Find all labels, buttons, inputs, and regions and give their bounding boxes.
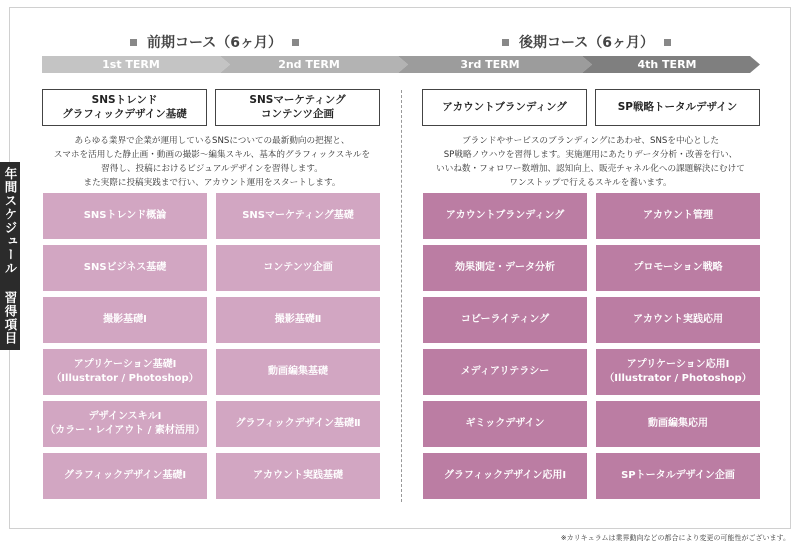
- square-icon: [292, 39, 299, 46]
- square-icon: [664, 39, 671, 46]
- subject-cell: アカウント管理: [596, 193, 760, 239]
- subject-cell: SNSトレンド概論: [43, 193, 207, 239]
- term-3: 3rd TERM: [460, 58, 520, 71]
- subject-cell: SNSマーケティング基礎: [216, 193, 380, 239]
- subject-cell: アカウント実践基礎: [216, 453, 380, 499]
- subject-cell: SNSビジネス基礎: [43, 245, 207, 291]
- period-second: [502, 32, 671, 52]
- footnote: ※カリキュラムは業界動向などの都合により変更の可能性がございます。: [560, 534, 790, 542]
- course-box-4: SP戦略トータルデザイン: [595, 89, 760, 126]
- subject-cell: メディアリテラシー: [423, 349, 587, 395]
- subject-cell: グラフィックデザイン基礎Ⅱ: [216, 401, 380, 447]
- subject-cell: アカウント実践応用: [596, 297, 760, 343]
- period-divider: [401, 90, 402, 502]
- description-second: ブランドやサービスのブランディングにあわせ、SNSを中心とした SP戦略ノウハウを習得します。実施運用にあたりデータ分析・改善を行い、 いいね数・フォロワー数増加、認知向上、販売チャネル化への課題解決にむけて ワンストップで行えるスキルを養います。: [436, 136, 745, 188]
- term-2: 2nd TERM: [278, 58, 340, 71]
- square-icon: [502, 39, 509, 46]
- subject-cell: 動画編集基礎: [216, 349, 380, 395]
- subject-cell: 効果測定・データ分析: [423, 245, 587, 291]
- subject-cell: アプリケーション基礎Ⅰ （Illustrator / Photoshop）: [43, 349, 207, 395]
- subject-cell: コピーライティング: [423, 297, 587, 343]
- subject-cell: 撮影基礎Ⅰ: [43, 297, 207, 343]
- subject-cell: アプリケーション応用Ⅰ （Illustrator / Photoshop）: [596, 349, 760, 395]
- course-box-1: SNSトレンド グラフィックデザイン基礎: [42, 89, 207, 126]
- subject-cell: ギミックデザイン: [423, 401, 587, 447]
- subject-cell: プロモーション戦略: [596, 245, 760, 291]
- side-label: 年間スケジュール 習得項目: [0, 162, 20, 350]
- course-box-2: SNSマーケティング コンテンツ企画: [215, 89, 380, 126]
- course-box-3: アカウントブランディング: [422, 89, 587, 126]
- term-1: 1st TERM: [102, 58, 160, 71]
- period-first: [130, 32, 299, 52]
- subject-cell: デザインスキルⅠ （カラー・レイアウト / 素材活用）: [43, 401, 207, 447]
- subject-cell: SPトータルデザイン企画: [596, 453, 760, 499]
- period-second-label: 後期コース（6ヶ月）: [519, 35, 655, 51]
- subject-cell: グラフィックデザイン応用Ⅰ: [423, 453, 587, 499]
- subject-cell: アカウントブランディング: [423, 193, 587, 239]
- term-4: 4th TERM: [637, 58, 697, 71]
- subject-cell: 動画編集応用: [596, 401, 760, 447]
- subject-cell: グラフィックデザイン基礎Ⅰ: [43, 453, 207, 499]
- square-icon: [130, 39, 137, 46]
- subject-cell: コンテンツ企画: [216, 245, 380, 291]
- subject-cell: 撮影基礎Ⅱ: [216, 297, 380, 343]
- period-first-label: 前期コース（6ヶ月）: [147, 35, 283, 51]
- description-first: あらゆる業界で企業が運用しているSNSについての最新動向の把握と、 スマホを活用した静止画・動画の撮影〜編集スキル、基本的グラフィックスキルを 習得し、投稿におけるビジュアルデザインを習得します。 また実際に投稿実践まで行い、アカウント運用をスタートします。: [53, 136, 371, 188]
